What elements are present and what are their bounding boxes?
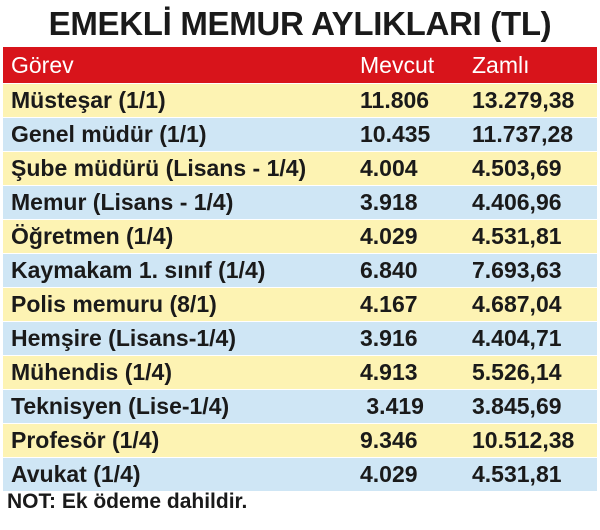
cell-current: 4.004 [360, 155, 418, 181]
footnote: NOT: Ek ödeme dahildir. [7, 490, 248, 513]
cell-current: 6.840 [360, 257, 418, 283]
cell-raised: 11.737,28 [472, 121, 574, 147]
cell-raised: 4.406,96 [472, 189, 562, 215]
cell-role: Memur (Lisans - 1/4) [11, 189, 234, 215]
cell-role: Şube müdürü (Lisans - 1/4) [11, 155, 307, 181]
cell-role: Polis memuru (8/1) [11, 291, 217, 317]
salary-table [3, 47, 597, 491]
cell-current: 3.918 [360, 189, 418, 215]
table-row [3, 253, 597, 287]
cell-raised: 4.503,69 [472, 155, 562, 181]
cell-raised: 4.687,04 [472, 291, 562, 317]
table-row [3, 185, 597, 219]
cell-raised: 5.526,14 [472, 359, 562, 385]
cell-raised: 13.279,38 [472, 87, 575, 113]
cell-role: Öğretmen (1/4) [11, 223, 174, 249]
table-row [3, 117, 597, 151]
cell-raised: 3.845,69 [472, 393, 562, 419]
cell-raised: 4.531,81 [472, 461, 562, 487]
cell-role: Kaymakam 1. sınıf (1/4) [11, 257, 266, 283]
header-role: Görev [11, 51, 74, 78]
cell-raised: 10.512,38 [472, 427, 575, 453]
cell-current: 11.806 [360, 87, 430, 113]
cell-role: Profesör (1/4) [11, 427, 160, 453]
cell-current: 4.167 [360, 291, 418, 317]
header-raised: Zamlı [472, 51, 530, 78]
cell-current: 9.346 [360, 427, 418, 453]
table-row [3, 355, 597, 389]
header-current: Mevcut [360, 51, 435, 78]
table-row [3, 321, 597, 355]
cell-raised: 7.693,63 [472, 257, 562, 283]
cell-role: Müsteşar (1/1) [11, 87, 166, 113]
cell-current: 10.435 [360, 121, 431, 147]
cell-role: Teknisyen (Lise-1/4) [11, 393, 230, 419]
table-row [3, 423, 597, 457]
cell-role: Avukat (1/4) [11, 461, 141, 487]
cell-current: 4.913 [360, 359, 418, 385]
cell-role: Genel müdür (1/1) [11, 121, 207, 147]
table-header-row [3, 47, 597, 83]
table-row [3, 151, 597, 185]
cell-role: Mühendis (1/4) [11, 359, 173, 385]
table-row [3, 287, 597, 321]
cell-raised: 4.531,81 [472, 223, 562, 249]
table-row [3, 219, 597, 253]
cell-current: 3.916 [360, 325, 418, 351]
table-row [3, 389, 597, 423]
cell-current: 3.419 [360, 393, 424, 419]
page-title: EMEKLİ MEMUR AYLIKLARI (TL) [48, 5, 552, 42]
table-row [3, 457, 597, 491]
cell-role: Hemşire (Lisans-1/4) [11, 325, 236, 351]
cell-raised: 4.404,71 [472, 325, 562, 351]
cell-current: 4.029 [360, 461, 418, 487]
table-row [3, 83, 597, 117]
cell-current: 4.029 [360, 223, 418, 249]
